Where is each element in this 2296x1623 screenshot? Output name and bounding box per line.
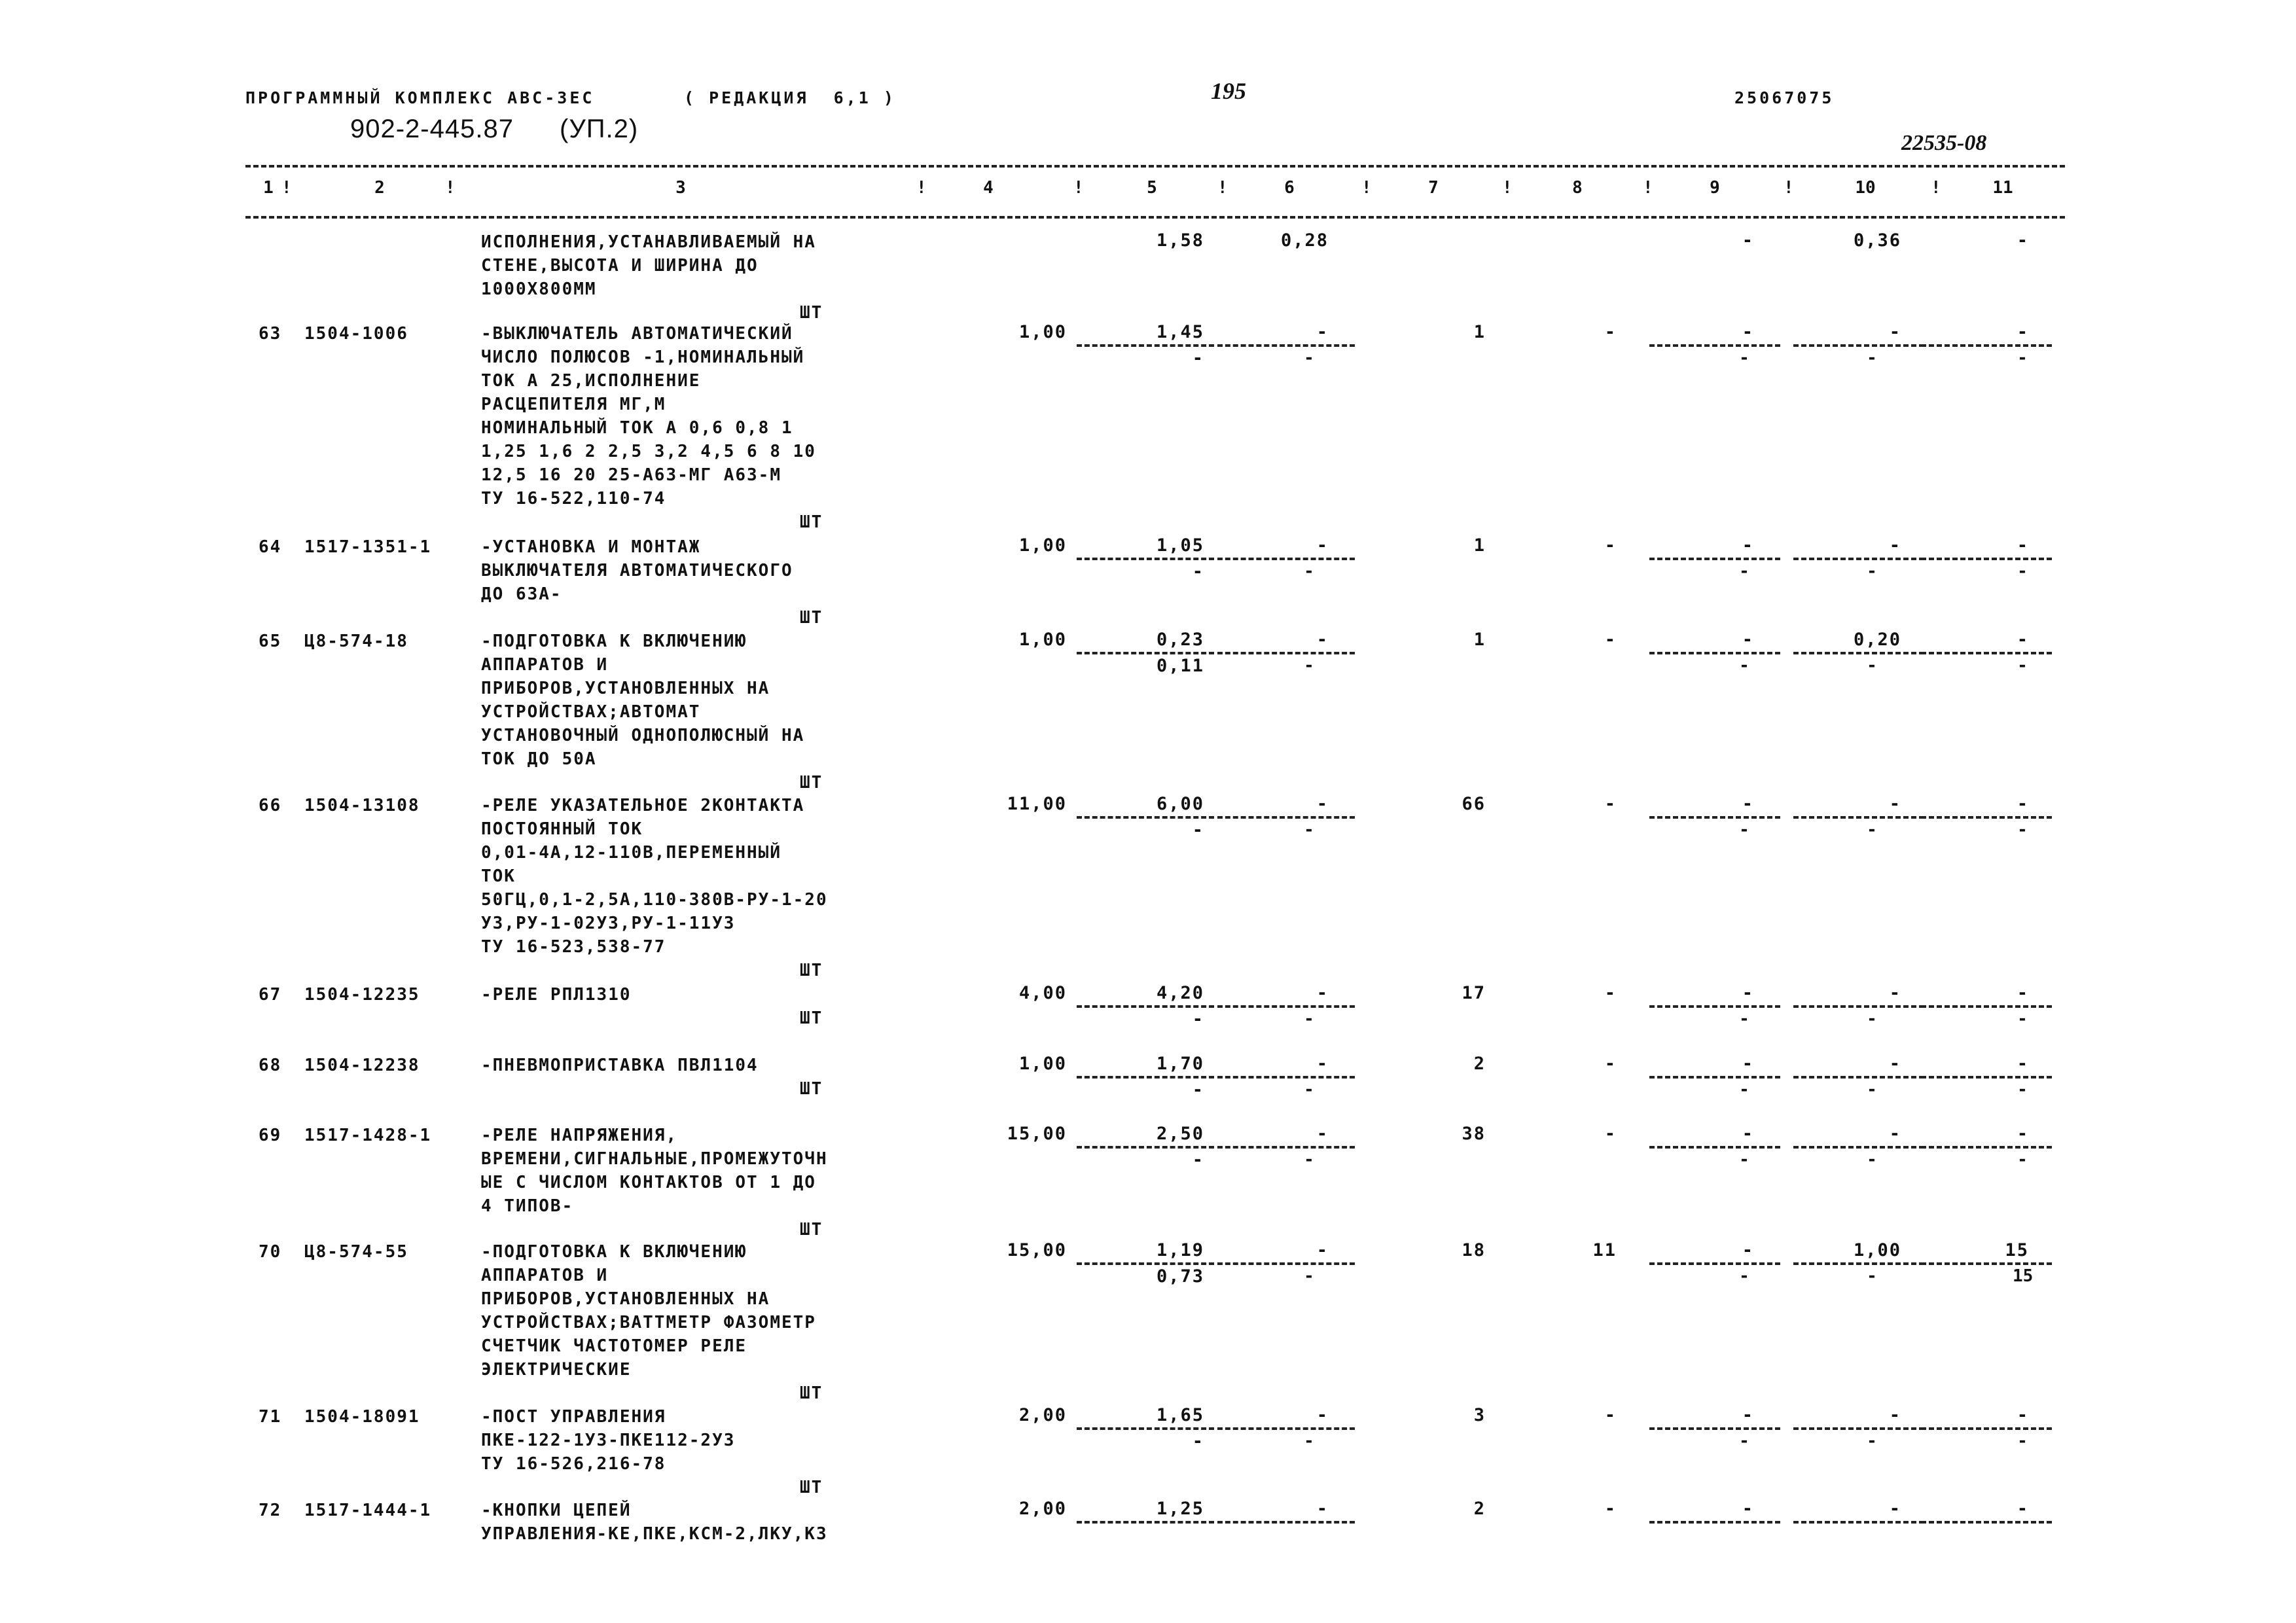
row-description-line: ТУ 16-526,216-78 [481, 1454, 666, 1474]
row-description-line: ВЫКЛЮЧАТЕЛЯ АВТОМАТИЧЕСКОГО [481, 561, 793, 580]
page-number: 195 [1211, 78, 1246, 104]
row-subline [1649, 344, 1780, 347]
row-subline [1793, 1146, 1924, 1149]
row-subline [1077, 1076, 1214, 1079]
row-subline [1077, 1005, 1214, 1008]
row-description-line: -ПОДГОТОВКА К ВКЛЮЧЕНИЮ [481, 632, 747, 651]
row-col11-value: - [2017, 630, 2029, 650]
col-header-2: 2 [374, 178, 385, 198]
row-unit: ШТ [800, 1079, 823, 1099]
row-col11-secondary: 15 [2013, 1266, 2034, 1286]
row-subline [1217, 1146, 1355, 1149]
row-number: 70 [259, 1242, 282, 1262]
row-col9-secondary: - [1739, 1080, 1749, 1099]
row-col11-value: 15 [2005, 1240, 2029, 1260]
row-subline [1649, 1146, 1780, 1149]
col-header-8: 8 [1572, 178, 1583, 198]
row-col10-secondary: - [1867, 562, 1877, 581]
col-header-3: 3 [675, 178, 686, 198]
row-col10-value: - [1889, 1405, 1901, 1425]
row-subline [1077, 344, 1214, 347]
row-number: 68 [259, 1056, 282, 1075]
col-separator: ! [1502, 178, 1513, 198]
row-subline [1077, 1521, 1214, 1524]
row-subline [1649, 1076, 1780, 1079]
col-separator: ! [1217, 178, 1228, 198]
row-col6-value: - [1316, 1405, 1329, 1425]
col-separator: ! [1073, 178, 1084, 198]
row-code: 1504-12238 [304, 1056, 420, 1075]
row-col8-value: - [1604, 535, 1617, 556]
row-col5-secondary: - [1192, 348, 1204, 368]
row-description-line: -РЕЛЕ УКАЗАТЕЛЬНОЕ 2КОНТАКТА [481, 796, 805, 815]
row-col11-secondary: - [2017, 1150, 2028, 1169]
col-separator: ! [1931, 178, 1941, 198]
row-description-line: СЧЕТЧИК ЧАСТОТОМЕР РЕЛЕ [481, 1336, 747, 1356]
row-col11-secondary: - [2017, 1431, 2028, 1451]
row-quantity: 4,00 [1018, 983, 1067, 1003]
row-col11-secondary: - [2017, 348, 2028, 368]
row-subline [1921, 344, 2052, 347]
row-description-line: -КНОПКИ ЦЕПЕЙ [481, 1501, 632, 1520]
row-subline [1921, 1521, 2052, 1524]
col-header-7: 7 [1428, 178, 1439, 198]
row-col5-value: 1,58 [1156, 230, 1204, 251]
row-col5-value: 4,20 [1156, 983, 1204, 1003]
row-col5-secondary: 0,11 [1156, 656, 1204, 676]
stamp-number: 22535-08 [1901, 131, 1987, 155]
program-version: ( РЕДАКЦИЯ 6,1 ) [684, 88, 896, 107]
row-description-line: ТУ 16-522,110-74 [481, 489, 666, 508]
row-col6-value: - [1316, 794, 1329, 814]
row-col9-value: - [1742, 1405, 1754, 1425]
row-description-line: 1000Х800ММ [481, 279, 597, 299]
row-col10-value: - [1889, 1124, 1901, 1144]
row-subline [1217, 652, 1355, 654]
row-col11-secondary: - [2017, 1009, 2028, 1029]
col-separator: ! [1361, 178, 1372, 198]
program-title: ПРОГРАММНЫЙ КОМПЛЕКС АВС-3ЕС [245, 88, 595, 107]
row-col5-secondary: - [1192, 1150, 1204, 1170]
row-subline [1793, 344, 1924, 347]
row-quantity: 1,00 [1018, 630, 1067, 650]
row-col9-value: - [1742, 322, 1754, 342]
row-subline [1217, 1005, 1355, 1008]
row-description-line: ВРЕМЕНИ,СИГНАЛЬНЫЕ,ПРОМЕЖУТОЧН [481, 1149, 828, 1169]
row-col7-value: 1 [1473, 322, 1486, 342]
row-number: 72 [259, 1501, 282, 1520]
row-col5-secondary: - [1192, 820, 1204, 840]
row-subline [1921, 558, 2052, 560]
row-code: 1517-1428-1 [304, 1126, 432, 1145]
row-subline [1921, 652, 2052, 654]
row-subline [1793, 1005, 1924, 1008]
row-subline [1217, 558, 1355, 560]
row-subline [1077, 558, 1214, 560]
row-description-line: У3,РУ-1-02У3,РУ-1-11У3 [481, 914, 736, 933]
row-col9-value: - [1742, 1054, 1754, 1074]
row-description-line: 12,5 16 20 25-А63-МГ А63-М [481, 465, 781, 485]
row-description-line: ПРИБОРОВ,УСТАНОВЛЕННЫХ НА [481, 679, 770, 698]
row-col9-secondary: - [1739, 1150, 1749, 1169]
row-subline [1217, 1521, 1355, 1524]
row-description-line: РАСЦЕПИТЕЛЯ МГ,М [481, 395, 666, 414]
row-description-line: НОМИНАЛЬНЫЙ ТОК А 0,6 0,8 1 [481, 418, 793, 438]
row-col8-value: - [1604, 794, 1617, 814]
row-subline [1793, 558, 1924, 560]
row-unit: ШТ [800, 608, 823, 628]
row-col10-secondary: - [1867, 656, 1877, 675]
row-col9-secondary: - [1739, 1009, 1749, 1029]
row-col10-secondary: - [1867, 1266, 1877, 1286]
row-col7-value: 17 [1462, 983, 1486, 1003]
row-col11-secondary: - [2017, 1080, 2028, 1099]
row-subline [1077, 1427, 1214, 1430]
row-quantity: 1,00 [1018, 535, 1067, 556]
row-code: 1504-13108 [304, 796, 420, 815]
row-unit: ШТ [800, 512, 823, 532]
row-description-line: -УСТАНОВКА И МОНТАЖ [481, 537, 701, 557]
row-col11-value: - [2017, 1124, 2029, 1144]
row-col7-value: 18 [1462, 1240, 1486, 1260]
row-description-line: -РЕЛЕ НАПРЯЖЕНИЯ, [481, 1126, 678, 1145]
row-col8-value: - [1604, 1499, 1617, 1519]
row-description-line: ТОК ДО 50А [481, 749, 597, 769]
row-col5-value: 6,00 [1156, 794, 1204, 814]
row-col9-secondary: - [1739, 1266, 1749, 1286]
row-col11-secondary: - [2017, 656, 2028, 675]
row-col6-value: - [1316, 1240, 1329, 1260]
col-separator: ! [916, 178, 927, 198]
row-col9-value: - [1742, 1124, 1754, 1144]
row-col5-secondary: - [1192, 1080, 1204, 1100]
row-quantity: 1,00 [1018, 322, 1067, 342]
row-number: 67 [259, 985, 282, 1005]
row-col6-secondary: - [1304, 1080, 1314, 1099]
row-col9-value: - [1742, 1499, 1754, 1519]
row-col10-value: 0,36 [1853, 230, 1901, 251]
row-col9-value: - [1742, 630, 1754, 650]
row-description-line: АППАРАТОВ И [481, 655, 609, 675]
row-col5-secondary: - [1192, 1009, 1204, 1029]
row-description-line: УСТРОЙСТВАХ;ВАТТМЕТР ФАЗОМЕТР [481, 1313, 816, 1332]
col-separator: ! [1784, 178, 1794, 198]
row-unit: ШТ [800, 961, 823, 980]
row-subline [1921, 1005, 2052, 1008]
row-subline [1649, 652, 1780, 654]
row-code: Ц8-574-18 [304, 632, 408, 651]
row-subline [1077, 816, 1214, 819]
row-quantity: 1,00 [1018, 1054, 1067, 1074]
row-description-line: -ПОДГОТОВКА К ВКЛЮЧЕНИЮ [481, 1242, 747, 1262]
row-col5-value: 1,05 [1156, 535, 1204, 556]
row-col6-value: - [1316, 535, 1329, 556]
row-col9-secondary: - [1739, 562, 1749, 581]
row-col11-secondary: - [2017, 562, 2028, 581]
row-col10-value: 0,20 [1853, 630, 1901, 650]
row-subline [1649, 1427, 1780, 1430]
row-col8-value: - [1604, 1054, 1617, 1074]
row-unit: ШТ [800, 1220, 823, 1240]
row-col10-secondary: - [1867, 1150, 1877, 1169]
row-col10-secondary: - [1867, 348, 1877, 368]
row-col10-value: - [1889, 535, 1901, 556]
row-description-line: -ПНЕВМОПРИСТАВКА ПВЛ1104 [481, 1056, 759, 1075]
col-header-11: 11 [1992, 178, 2013, 198]
row-quantity: 2,00 [1018, 1499, 1067, 1519]
row-col5-value: 1,70 [1156, 1054, 1204, 1074]
row-description-line: ТУ 16-523,538-77 [481, 937, 666, 957]
row-quantity: 15,00 [1007, 1124, 1067, 1144]
row-quantity: 11,00 [1007, 794, 1067, 814]
row-col10-secondary: - [1867, 1009, 1877, 1029]
row-number: 65 [259, 632, 282, 651]
row-col5-value: 0,23 [1156, 630, 1204, 650]
row-col10-value: - [1889, 794, 1901, 814]
row-description-line: СТЕНЕ,ВЫСОТА И ШИРИНА ДО [481, 256, 759, 276]
row-description-line: ПКЕ-122-1У3-ПКЕ112-2У3 [481, 1431, 736, 1450]
row-subline [1217, 344, 1355, 347]
col-header-5: 5 [1147, 178, 1157, 198]
row-code: 1504-12235 [304, 985, 420, 1005]
header-rule-bottom [245, 216, 2065, 219]
row-description-line: 4 ТИПОВ- [481, 1196, 574, 1216]
row-col7-value: 38 [1462, 1124, 1486, 1144]
row-subline [1921, 1146, 2052, 1149]
row-subline [1077, 652, 1214, 654]
row-col11-value: - [2017, 230, 2029, 251]
row-subline [1077, 1262, 1214, 1265]
row-subline [1793, 1521, 1924, 1524]
row-col9-value: - [1742, 983, 1754, 1003]
row-col9-secondary: - [1739, 348, 1749, 368]
row-number: 71 [259, 1407, 282, 1427]
row-col6-value: 0,28 [1280, 230, 1329, 251]
row-subline [1649, 1521, 1780, 1524]
row-description-line: -РЕЛЕ РПЛ1310 [481, 985, 632, 1005]
row-col8-value: - [1604, 1124, 1617, 1144]
row-col9-value: - [1742, 1240, 1754, 1260]
row-code: 1504-18091 [304, 1407, 420, 1427]
row-subline [1793, 1262, 1924, 1265]
col-separator: ! [281, 178, 292, 198]
row-number: 64 [259, 537, 282, 557]
row-subline [1649, 558, 1780, 560]
row-col6-secondary: - [1304, 656, 1314, 675]
row-subline [1793, 652, 1924, 654]
row-col10-value: - [1889, 322, 1901, 342]
row-description-line: -ПОСТ УПРАВЛЕНИЯ [481, 1407, 666, 1427]
row-description-line: ИСПОЛНЕНИЯ,УСТАНАВЛИВАЕМЫЙ НА [481, 232, 816, 252]
row-col5-secondary: - [1192, 1431, 1204, 1452]
row-number: 63 [259, 324, 282, 344]
col-header-4: 4 [983, 178, 994, 198]
row-col10-value: - [1889, 983, 1901, 1003]
row-col5-value: 1,25 [1156, 1499, 1204, 1519]
row-col6-value: - [1316, 1499, 1329, 1519]
row-col7-value: 66 [1462, 794, 1486, 814]
row-description-line: УПРАВЛЕНИЯ-КЕ,ПКЕ,КСМ-2,ЛКУ,К3 [481, 1524, 828, 1544]
row-description-line: ЫЕ С ЧИСЛОМ КОНТАКТОВ ОТ 1 ДО [481, 1173, 816, 1192]
row-col9-value: - [1742, 230, 1754, 251]
row-col11-value: - [2017, 1499, 2029, 1519]
row-description-line: ЭЛЕКТРИЧЕСКИЕ [481, 1360, 632, 1380]
row-col5-secondary: 0,73 [1156, 1266, 1204, 1287]
row-col6-value: - [1316, 630, 1329, 650]
row-subline [1921, 816, 2052, 819]
volume-label: (УП.2) [560, 115, 639, 143]
row-col5-value: 1,19 [1156, 1240, 1204, 1260]
row-subline [1649, 816, 1780, 819]
row-description-line: 50ГЦ,0,1-2,5А,110-380В-РУ-1-20 [481, 890, 828, 910]
row-col5-value: 2,50 [1156, 1124, 1204, 1144]
row-col6-secondary: - [1304, 1266, 1314, 1286]
row-quantity: 2,00 [1018, 1405, 1067, 1425]
row-col8-value: - [1604, 630, 1617, 650]
row-code: 1517-1444-1 [304, 1501, 432, 1520]
col-header-9: 9 [1710, 178, 1720, 198]
row-subline [1921, 1076, 2052, 1079]
row-description-line: 0,01-4А,12-110В,ПЕРЕМЕННЫЙ [481, 843, 781, 863]
row-col7-value: 1 [1473, 535, 1486, 556]
row-subline [1217, 816, 1355, 819]
row-unit: ШТ [800, 773, 823, 793]
row-col6-value: - [1316, 983, 1329, 1003]
row-unit: ШТ [800, 1478, 823, 1497]
row-col10-value: - [1889, 1499, 1901, 1519]
row-col7-value: 1 [1473, 630, 1486, 650]
row-col6-secondary: - [1304, 1150, 1314, 1169]
row-subline [1077, 1146, 1214, 1149]
row-subline [1793, 1427, 1924, 1430]
row-subline [1649, 1262, 1780, 1265]
col-header-10: 10 [1855, 178, 1876, 198]
row-description-line: ТОК А 25,ИСПОЛНЕНИЕ [481, 371, 701, 391]
col-separator: ! [1643, 178, 1653, 198]
row-subline [1793, 816, 1924, 819]
row-col8-value: - [1604, 983, 1617, 1003]
row-code: Ц8-574-55 [304, 1242, 408, 1262]
row-col5-secondary: - [1192, 562, 1204, 582]
row-col10-secondary: - [1867, 820, 1877, 840]
row-subline [1793, 1076, 1924, 1079]
row-col10-secondary: - [1867, 1431, 1877, 1451]
row-subline [1649, 1005, 1780, 1008]
row-col10-value: 1,00 [1853, 1240, 1901, 1260]
row-subline [1921, 1427, 2052, 1430]
project-number: 902-2-445.87 [350, 115, 514, 143]
row-col11-value: - [2017, 1054, 2029, 1074]
row-col9-value: - [1742, 535, 1754, 556]
row-unit: ШТ [800, 303, 823, 323]
row-col9-value: - [1742, 794, 1754, 814]
row-number: 66 [259, 796, 282, 815]
row-description-line: ПРИБОРОВ,УСТАНОВЛЕННЫХ НА [481, 1289, 770, 1309]
row-unit: ШТ [800, 1008, 823, 1028]
row-col6-secondary: - [1304, 1431, 1314, 1451]
row-description-line: ЧИСЛО ПОЛЮСОВ -1,НОМИНАЛЬНЫЙ [481, 348, 805, 367]
row-unit: ШТ [800, 1383, 823, 1403]
row-description-line: -ВЫКЛЮЧАТЕЛЬ АВТОМАТИЧЕСКИЙ [481, 324, 793, 344]
row-description-line: УСТАНОВОЧНЫЙ ОДНОПОЛЮСНЫЙ НА [481, 726, 805, 745]
row-col5-value: 1,65 [1156, 1405, 1204, 1425]
row-subline [1217, 1076, 1355, 1079]
row-quantity: 15,00 [1007, 1240, 1067, 1260]
row-col7-value: 2 [1473, 1054, 1486, 1074]
row-description-line: ПОСТОЯННЫЙ ТОК [481, 819, 643, 839]
row-code: 1504-1006 [304, 324, 408, 344]
row-col6-value: - [1316, 322, 1329, 342]
col-header-1: 1 [263, 178, 274, 198]
row-col6-secondary: - [1304, 562, 1314, 581]
row-col6-value: - [1316, 1124, 1329, 1144]
row-description-line: ТОК [481, 866, 516, 886]
row-code: 1517-1351-1 [304, 537, 432, 557]
row-col11-secondary: - [2017, 820, 2028, 840]
row-col8-value: - [1604, 322, 1617, 342]
row-description-line: ДО 63А- [481, 584, 562, 604]
row-col7-value: 3 [1473, 1405, 1486, 1425]
row-col6-value: - [1316, 1054, 1329, 1074]
row-col7-value: 2 [1473, 1499, 1486, 1519]
row-col11-value: - [2017, 983, 2029, 1003]
row-col11-value: - [2017, 322, 2029, 342]
row-col8-value: - [1604, 1405, 1617, 1425]
row-col6-secondary: - [1304, 820, 1314, 840]
row-col11-value: - [2017, 1405, 2029, 1425]
row-description-line: 1,25 1,6 2 2,5 3,2 4,5 6 8 10 [481, 442, 816, 461]
row-col11-value: - [2017, 794, 2029, 814]
header-rule-top [245, 165, 2065, 168]
row-description-line: АППАРАТОВ И [481, 1266, 609, 1285]
doc-code: 25067075 [1734, 88, 1835, 107]
col-separator: ! [445, 178, 456, 198]
row-col9-secondary: - [1739, 656, 1749, 675]
row-col6-secondary: - [1304, 348, 1314, 368]
row-subline [1921, 1262, 2052, 1265]
row-col6-secondary: - [1304, 1009, 1314, 1029]
row-col5-value: 1,45 [1156, 322, 1204, 342]
row-col9-secondary: - [1739, 1431, 1749, 1451]
row-col10-value: - [1889, 1054, 1901, 1074]
row-subline [1217, 1262, 1355, 1265]
row-number: 69 [259, 1126, 282, 1145]
row-col10-secondary: - [1867, 1080, 1877, 1099]
row-col8-value: 11 [1592, 1240, 1617, 1260]
row-col11-value: - [2017, 535, 2029, 556]
col-header-6: 6 [1284, 178, 1295, 198]
row-col9-secondary: - [1739, 820, 1749, 840]
row-subline [1217, 1427, 1355, 1430]
row-description-line: УСТРОЙСТВАХ;АВТОМАТ [481, 702, 701, 722]
